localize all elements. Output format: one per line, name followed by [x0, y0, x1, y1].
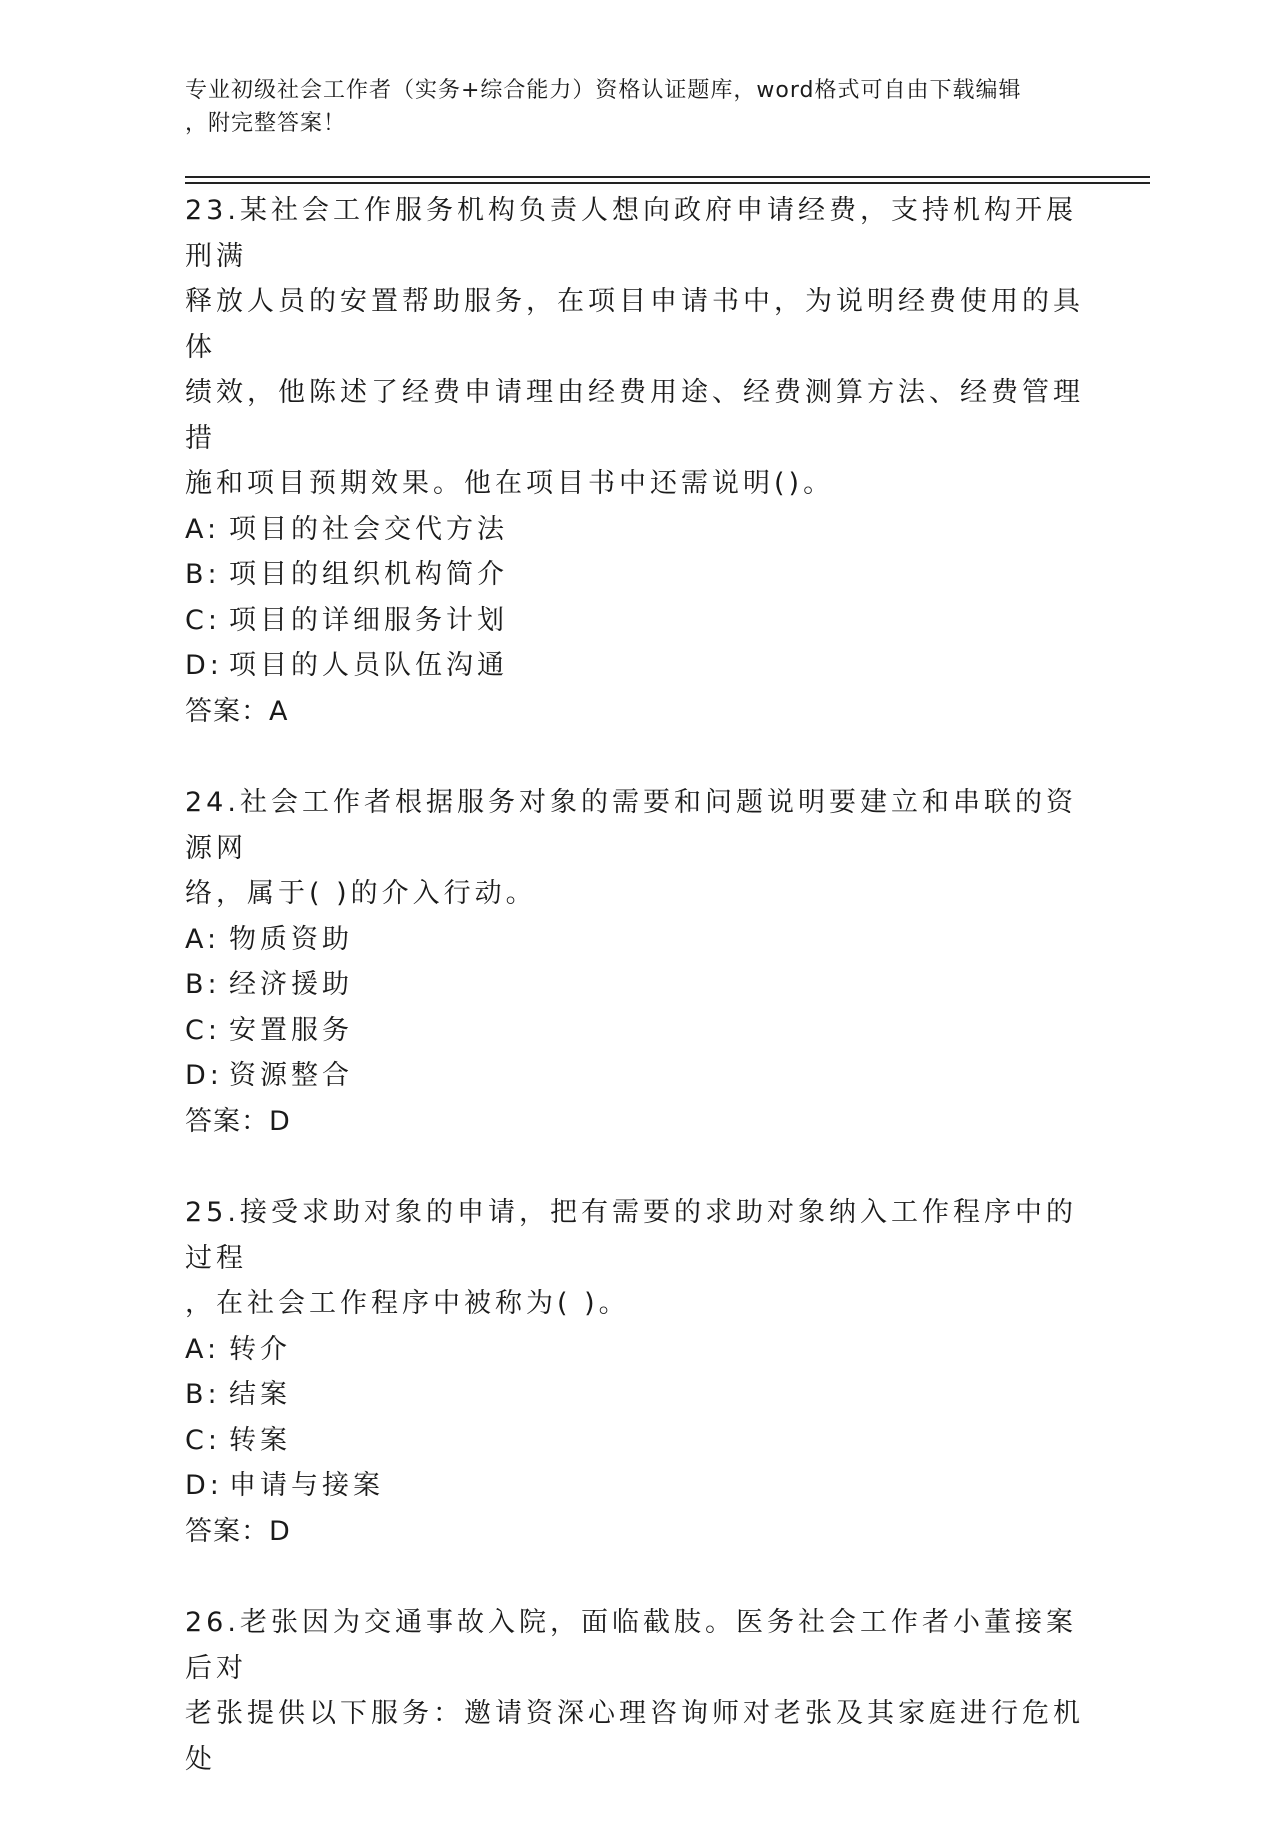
option-letter: B:: [185, 559, 221, 590]
answer-line: 答案：D: [185, 1105, 291, 1137]
option-letter: B:: [185, 1379, 221, 1410]
option-text: 经济援助: [229, 969, 353, 1000]
question-stem-line: 23.某社会工作服务机构负责人想向政府申请经费，支持机构开展刑满: [185, 195, 1077, 272]
header-divider-top: [185, 176, 1150, 178]
option-d: [185, 1053, 1085, 1099]
answer-line: 答案：D: [185, 1515, 291, 1547]
option-text: 项目的社会交代方法: [229, 513, 508, 545]
option-text: 项目的组织机构简介: [229, 559, 508, 590]
question-stem-line: 施和项目预期效果。他在项目书中还需说明()。: [185, 468, 835, 499]
question-26: [185, 1600, 1085, 1782]
option-b: [185, 552, 1085, 598]
option-d: [185, 1463, 1085, 1509]
option-text: 安置服务: [229, 1014, 353, 1046]
option-letter: C:: [185, 604, 221, 636]
option-letter: A:: [185, 1333, 221, 1365]
option-c: [185, 1008, 1085, 1054]
question-stem-line: ，在社会工作程序中被称为( )。: [185, 1288, 630, 1319]
option-letter: B:: [185, 969, 221, 1000]
question-stem-line: 络，属于( )的介入行动。: [185, 878, 537, 909]
question-stem-line: 26.老张因为交通事故入院，面临截肢。医务社会工作者小董接案后对: [185, 1607, 1077, 1684]
header-line-2: ，附完整答案！: [185, 111, 347, 136]
option-a: [185, 507, 1085, 553]
question-stem-line: 绩效，他陈述了经费申请理由经费用途、经费测算方法、经费管理措: [185, 377, 1084, 454]
question-23: [185, 188, 1085, 734]
option-b: [185, 962, 1085, 1008]
option-text: 物质资助: [229, 923, 353, 955]
option-text: 转案: [229, 1424, 291, 1456]
document-header: [185, 74, 1085, 140]
option-text: 结案: [229, 1379, 291, 1410]
option-letter: A:: [185, 923, 221, 955]
question-stem-line: 老张提供以下服务：邀请资深心理咨询师对老张及其家庭进行危机处: [185, 1698, 1084, 1775]
question-stem-line: 25.接受求助对象的申请，把有需要的求助对象纳入工作程序中的过程: [185, 1197, 1077, 1274]
option-letter: C:: [185, 1424, 221, 1456]
option-letter: D:: [185, 1060, 223, 1091]
option-text: 资源整合: [229, 1060, 353, 1091]
answer-line: 答案：A: [185, 695, 289, 727]
option-letter: C:: [185, 1014, 221, 1046]
option-text: 转介: [229, 1333, 291, 1365]
option-c: [185, 1418, 1085, 1464]
question-stem-line: 24.社会工作者根据服务对象的需要和问题说明要建立和串联的资源网: [185, 787, 1077, 864]
option-letter: D:: [185, 650, 223, 681]
option-c: [185, 598, 1085, 644]
header-divider-bottom: [185, 182, 1150, 184]
option-d: [185, 643, 1085, 689]
option-a: [185, 917, 1085, 963]
option-text: 申请与接案: [229, 1470, 384, 1501]
option-a: [185, 1327, 1085, 1373]
option-letter: D:: [185, 1470, 223, 1501]
option-text: 项目的人员队伍沟通: [229, 650, 508, 681]
option-b: [185, 1372, 1085, 1418]
question-25: [185, 1190, 1085, 1554]
option-text: 项目的详细服务计划: [229, 604, 508, 636]
question-stem-line: 释放人员的安置帮助服务，在项目申请书中，为说明经费使用的具体: [185, 286, 1084, 363]
header-line-1: 专业初级社会工作者（实务+综合能力）资格认证题库，word格式可自由下载编辑: [185, 78, 1022, 103]
question-24: [185, 780, 1085, 1144]
option-letter: A:: [185, 513, 221, 545]
question-list: [185, 188, 1085, 1828]
